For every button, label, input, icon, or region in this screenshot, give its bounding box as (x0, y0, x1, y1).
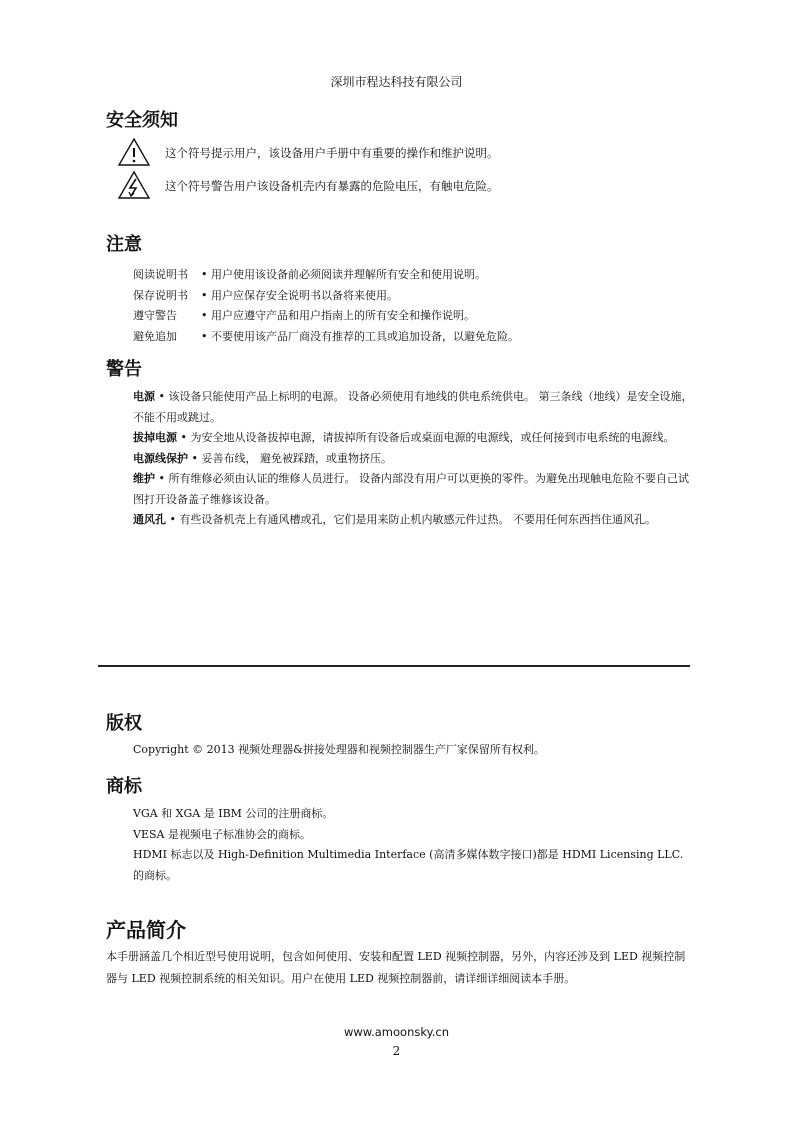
warning-bullet: • (169, 513, 176, 526)
section-title-warnings: 警告 (106, 359, 142, 380)
product-intro-text: 本手册涵盖几个相近型号使用说明，包含如何使用、安装和配置 LED 视频控制器，另外，内容还涉及到 LED 视频控制器与 LED 视频控制系统的相关知识。用户在使用 LED 视频控制器前，请详细详细阅读本手册。 (106, 950, 686, 985)
note-item (133, 328, 519, 344)
warning-text: 妥善布线， 避免被踩踏，或重物挤压。 (201, 451, 392, 465)
warning-triangle-icon (117, 137, 151, 167)
page-header: 深圳市程达科技有限公司 (330, 75, 463, 89)
warning-term: 拔掉电源 (133, 431, 177, 444)
section-title-safety: 安全须知 (106, 110, 178, 131)
trademark-item: VESA 是视频电子标准协会的商标。 (133, 827, 311, 841)
warning-term: 通风孔 (133, 513, 166, 526)
note-item (133, 266, 486, 282)
warning-item (133, 469, 693, 510)
warning-text: 所有维修必须由认证的维修人员进行。 设备内部没有用户可以更换的零件。为避免出现触电危险不要自己试图打开设备盖子维修该设备。 (133, 472, 689, 506)
warning-item (133, 449, 693, 470)
warning-item (133, 428, 693, 449)
warning-bullet: • (158, 472, 165, 485)
safety-item (117, 170, 717, 202)
trademark-item: HDMI 标志以及 High-Definition Multimedia Interface (高清多媒体数字接口)都是 HDMI Licensing LLC. 的商标。 (133, 848, 684, 882)
trademark-item: VGA 和 XGA 是 IBM 公司的注册商标。 (133, 807, 334, 820)
warning-text: 该设备只能使用产品上标明的电源。 设备必须使用有地线的供电系统供电。 第三条线（地线）是安全设施，不能不用或跳过。 (133, 390, 693, 424)
note-term: 保存说明书 (133, 289, 188, 302)
trademark-list (133, 804, 693, 886)
note-bullet: • (201, 268, 208, 281)
note-term: 避免追加 (133, 330, 177, 343)
note-bullet: • (201, 289, 208, 302)
note-text: 用户使用该设备前必须阅读并理解所有安全和使用说明。 (211, 268, 486, 281)
note-item (133, 287, 398, 303)
copyright-text: Copyright © 2013 视频处理器&拼接处理器和视频控制器生产厂家保留所有权利。 (133, 743, 545, 756)
warning-bullet: • (158, 390, 165, 403)
section-divider (98, 665, 690, 667)
note-text: 不要使用该产品厂商没有推荐的工具或追加设备，以避免危险。 (211, 330, 519, 343)
safety-item (117, 137, 717, 169)
footer-url: www.amoonsky.cn (343, 1025, 450, 1039)
section-title-copyright: 版权 (106, 713, 142, 734)
section-title-product-intro: 产品简介 (106, 918, 186, 942)
note-bullet: • (201, 330, 208, 343)
warning-term: 电源 (133, 390, 155, 403)
section-title-notes: 注意 (106, 234, 142, 255)
note-bullet: • (201, 309, 208, 322)
note-text: 用户应遵守产品和用户指南上的所有安全和操作说明。 (211, 309, 475, 322)
warning-bullet: • (180, 431, 187, 444)
warning-bullet: • (191, 451, 198, 465)
high-voltage-icon (117, 170, 151, 200)
warning-item (133, 510, 693, 531)
note-text: 用户应保存安全说明书以备将来使用。 (211, 289, 398, 302)
note-term: 阅读说明书 (133, 268, 188, 281)
warning-text: 有些设备机壳上有通风槽或孔，它们是用来防止机内敏感元件过热。 不要用任何东西挡住通风孔。 (179, 513, 656, 526)
safety-item-text: 这个符号提示用户，该设备用户手册中有重要的操作和维护说明。 (165, 146, 499, 160)
page-number: 2 (392, 1044, 401, 1058)
note-term: 遵守警告 (133, 309, 177, 322)
warning-list (133, 387, 693, 531)
safety-item-text: 这个符号警告用户该设备机壳内有暴露的危险电压，有触电危险。 (165, 179, 499, 193)
warning-item (133, 387, 693, 428)
warning-term: 维护 (133, 472, 155, 485)
note-item (133, 307, 475, 323)
warning-term: 电源线保护 (133, 451, 188, 465)
section-title-trademarks: 商标 (106, 776, 142, 797)
warning-text: 为安全地从设备拔掉电源，请拔掉所有设备后或桌面电源的电源线，或任何接到市电系统的电源线。 (190, 431, 675, 444)
